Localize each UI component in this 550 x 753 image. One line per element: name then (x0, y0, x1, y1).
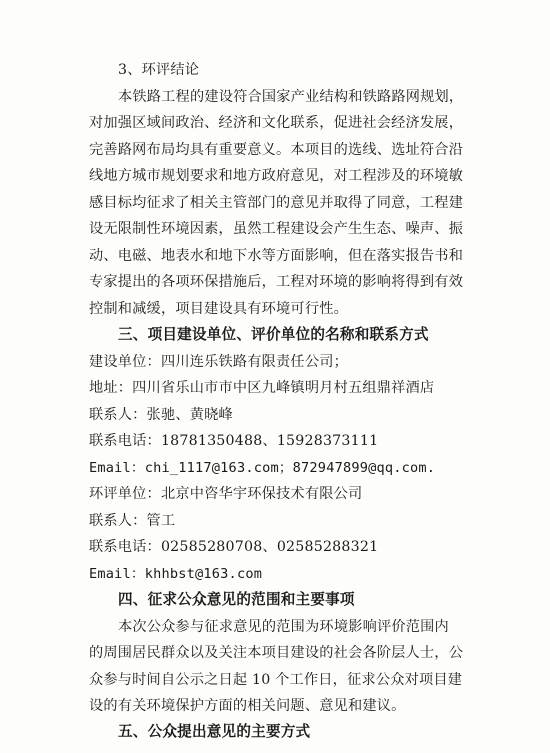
section-heading-contacts: 三、项目建设单位、评价单位的名称和联系方式 (118, 326, 429, 343)
paragraph-line: 本次公众参与征求意见的范围为环境影响评价范围内 (118, 619, 449, 635)
contact-line: 地址：四川省乐山市市中区九峰镇明月村五组鼎祥酒店 (89, 380, 435, 396)
email-line: Email：chi_1117@163.com；872947899@qq.com. (89, 460, 436, 476)
section-heading-scope: 四、征求公众意见的范围和主要事项 (118, 591, 355, 608)
contact-line: 联系电话：02585280708、02585288321 (89, 539, 379, 555)
contact-line: 建设单位：四川连乐铁路有限责任公司； (89, 354, 348, 370)
contact-line: 联系人：张驰、黄晓峰 (89, 407, 233, 423)
contact-line: 环评单位：北京中咨华宇环保技术有限公司 (89, 486, 363, 502)
paragraph-line: 专家提出的各项环保措施后，工程对环境的影响将得到有效 (89, 274, 464, 290)
paragraph-line: 众参与时间自公示之日起 10 个工作日，征求公众对项目建 (89, 672, 463, 688)
paragraph-line: 动、电磁、地表水和地下水等方面影响，但在落实报告书和 (89, 248, 464, 264)
email-line: Email：khhbst@163.com (89, 566, 263, 582)
paragraph-line: 本铁路工程的建设符合国家产业结构和铁路路网规划， (118, 89, 464, 105)
contact-line: 联系电话：18781350488、15928373111 (89, 433, 379, 449)
paragraph-line: 设无限制性环境因素，虽然工程建设会产生生态、噪声、振 (89, 221, 464, 237)
section-heading-methods: 五、公众提出意见的主要方式 (118, 723, 311, 740)
paragraph-line: 控制和减缓，项目建设具有环境可行性。 (89, 301, 348, 317)
contact-line: 联系人：管工 (89, 513, 176, 529)
paragraph-line: 线地方城市规划要求和地方政府意见，对工程涉及的环境敏 (89, 168, 464, 184)
paragraph-line: 对加强区域间政治、经济和文化联系，促进社会经济发展， (89, 115, 464, 131)
paragraph-line: 设的有关环境保护方面的相关问题、意见和建议。 (89, 698, 406, 714)
paragraph-line: 完善路网布局均具有重要意义。本项目的选线、选址符合沿 (89, 142, 464, 158)
paragraph-line: 感目标均征求了相关主管部门的意见并取得了同意，工程建 (89, 195, 464, 211)
subsection-heading-conclusion: 3、环评结论 (118, 62, 200, 78)
paragraph-line: 的周围居民群众以及关注本项目建设的社会各阶层人士，公 (89, 645, 464, 661)
